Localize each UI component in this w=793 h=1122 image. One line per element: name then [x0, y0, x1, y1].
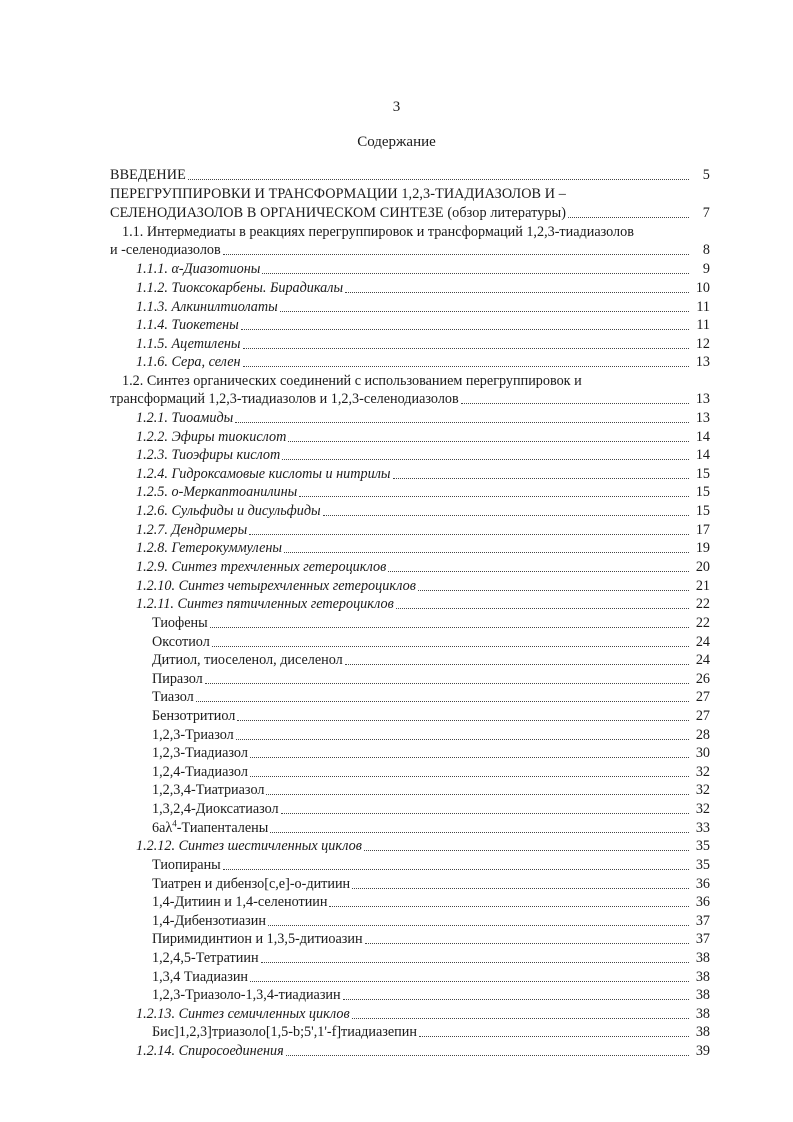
toc-entry[interactable] — [136, 298, 710, 316]
toc-entry-label: 1,2,4,5-Тетратиин — [152, 950, 259, 966]
toc-entry-label: трансформаций 1,2,3-тиадиазолов и 1,2,3-селенодиазолов — [110, 391, 459, 407]
toc-entry[interactable] — [152, 856, 710, 874]
toc-entry-label: 1.2.14. Спиросоединения — [136, 1043, 284, 1059]
toc-entry[interactable] — [152, 986, 710, 1004]
toc-entry[interactable] — [136, 260, 710, 278]
toc-page-number: 24 — [695, 634, 710, 650]
toc-entry-label: Пиримидинтион и 1,3,5-дитиоазин — [152, 931, 363, 947]
toc-page-number: 27 — [695, 689, 710, 705]
toc-entry-label: 1.1.6. Сера, селен — [136, 354, 241, 370]
toc-entry[interactable] — [152, 800, 710, 818]
toc-page-number: 36 — [695, 894, 710, 910]
toc-entry[interactable] — [136, 483, 710, 501]
toc-entry-label: 1,2,3-Триазол — [152, 727, 234, 743]
toc-page-number: 32 — [695, 764, 710, 780]
toc-entry[interactable] — [136, 446, 710, 464]
leader-dots — [210, 627, 689, 628]
toc-entry[interactable] — [136, 502, 710, 520]
toc-entry-label — [152, 819, 268, 837]
toc-entry[interactable] — [152, 949, 710, 967]
section-1-2-line1: 1.2. Синтез органических соединений с использованием перегруппировок и — [122, 373, 582, 389]
toc-page-number: 35 — [695, 838, 710, 854]
toc-page-number: 36 — [695, 876, 710, 892]
toc-page-number: 11 — [696, 299, 710, 315]
toc-entry[interactable] — [136, 465, 710, 483]
toc-entry-label: 1.1.2. Тиоксокарбены. Бирадикалы — [136, 280, 344, 296]
toc-entry-label: 1,3,2,4-Диоксатиазол — [152, 801, 279, 817]
toc-page-number: 32 — [695, 782, 710, 798]
toc-entry-label: 1.2.4. Гидроксамовые кислоты и нитрилы — [136, 466, 391, 482]
leader-dots — [205, 683, 689, 684]
toc-entry-label: 1.1.5. Ацетилены — [136, 336, 241, 352]
toc-entry[interactable] — [136, 335, 710, 353]
toc-entry-label: 1.2.10. Синтез четырехчленных гетероциклов — [136, 578, 416, 594]
toc-entry-label: 1.2.12. Синтез шестичленных циклов — [136, 838, 362, 854]
toc-entry-label: Бензотритиол — [152, 708, 236, 724]
leader-dots — [261, 962, 689, 963]
toc-entry[interactable] — [136, 539, 710, 557]
leader-dots — [396, 608, 689, 609]
toc-page-number: 11 — [696, 317, 710, 333]
leader-dots — [388, 571, 689, 572]
leader-dots — [196, 701, 689, 702]
toc-entry[interactable] — [152, 707, 710, 725]
toc-page-number: 15 — [695, 484, 710, 500]
leader-dots — [568, 217, 689, 218]
toc-page-number: 14 — [695, 429, 710, 445]
leader-dots — [281, 813, 689, 814]
toc-entry-label: и -селенодиазолов — [110, 242, 221, 258]
toc-entry-label: 1,2,3-Триазоло-1,3,4-тиадиазин — [152, 987, 341, 1003]
toc-entry-chapter1[interactable] — [110, 204, 710, 222]
toc-page-number: 15 — [695, 503, 710, 519]
toc-page-number: 38 — [695, 987, 710, 1003]
leader-dots — [419, 1036, 689, 1037]
toc-entry[interactable] — [152, 744, 710, 762]
table-of-contents — [0, 166, 793, 1066]
toc-entry[interactable] — [152, 893, 710, 911]
leader-dots — [250, 981, 689, 982]
toc-entry-label: Тиазол — [152, 689, 194, 705]
leader-dots — [268, 925, 689, 926]
toc-page-number: 5 — [702, 167, 710, 183]
toc-entry-label: ВВЕДЕНИЕ — [110, 167, 186, 183]
leader-dots — [343, 999, 689, 1000]
leader-dots — [223, 869, 689, 870]
toc-entry-label: 1.2.11. Синтез пятичленных гетероциклов — [136, 596, 394, 612]
leader-dots — [345, 292, 689, 293]
toc-entry-label: 1.2.1. Тиоамиды — [136, 410, 234, 426]
section-1-1-line1: 1.1. Интермедиаты в реакциях перегруппировок и трансформаций 1,2,3-тиадиазолов — [122, 224, 634, 240]
toc-entry[interactable] — [136, 353, 710, 371]
leader-dots — [286, 1055, 689, 1056]
toc-page-number: 27 — [695, 708, 710, 724]
toc-entry-label: Тиатрен и дибензо[с,е]-о-дитиин — [152, 876, 351, 892]
toc-entry-label: СЕЛЕНОДИАЗОЛОВ В ОРГАНИЧЕСКОМ СИНТЕЗЕ (обзор литературы) — [110, 205, 567, 221]
toc-entry[interactable] — [152, 651, 710, 669]
toc-page-number: 22 — [695, 615, 710, 631]
toc-entry-label: Дитиол, тиоселенол, диселенол — [152, 652, 343, 668]
toc-entry-label: 1.2.3. Тиоэфиры кислот — [136, 447, 281, 463]
toc-entry-intro[interactable] — [110, 166, 710, 184]
toc-page-number: 33 — [695, 820, 710, 836]
toc-page-number: 12 — [695, 336, 710, 352]
toc-entry[interactable] — [152, 670, 710, 688]
leader-dots — [352, 888, 689, 889]
toc-entry-label: 1.2.2. Эфиры тиокислот — [136, 429, 287, 445]
toc-entry[interactable] — [136, 595, 710, 613]
toc-page-number: 21 — [695, 578, 710, 594]
toc-entry-label: 1.2.5. о-Меркаптоанилины — [136, 484, 298, 500]
toc-entry-label: Пиразол — [152, 671, 203, 687]
leader-dots — [235, 422, 689, 423]
leader-dots — [262, 273, 689, 274]
leader-dots — [266, 794, 689, 795]
toc-entry[interactable] — [136, 1005, 710, 1023]
toc-entry-label: Тиопираны — [152, 857, 221, 873]
toc-page-number: 22 — [695, 596, 710, 612]
toc-entry[interactable] — [136, 1042, 710, 1060]
toc-entry[interactable] — [152, 781, 710, 799]
toc-page-number: 7 — [702, 205, 710, 221]
leader-dots — [188, 179, 689, 180]
toc-entry[interactable] — [136, 279, 710, 297]
leader-dots — [345, 664, 689, 665]
leader-dots — [418, 590, 689, 591]
toc-page-number: 19 — [695, 540, 710, 556]
toc-entry[interactable] — [152, 1023, 710, 1041]
leader-dots — [212, 646, 689, 647]
leader-dots — [250, 776, 689, 777]
toc-entry[interactable] — [136, 837, 710, 855]
page-title: Содержание — [357, 134, 436, 150]
toc-entry[interactable] — [152, 763, 710, 781]
toc-page-number: 28 — [695, 727, 710, 743]
toc-entry-label: 1.2.13. Синтез семичленных циклов — [136, 1006, 350, 1022]
toc-entry-label: 1.2.7. Дендримеры — [136, 522, 248, 538]
label-prefix: 6aλ — [152, 820, 173, 836]
chapter-title-line1: ПЕРЕГРУППИРОВКИ И ТРАНСФОРМАЦИИ 1,2,3-ТИАДИАЗОЛОВ И – — [110, 186, 566, 202]
toc-entry[interactable] — [136, 521, 710, 539]
toc-entry[interactable] — [152, 614, 710, 632]
toc-entry[interactable] — [136, 577, 710, 595]
leader-dots — [352, 1018, 689, 1019]
toc-entry[interactable] — [152, 968, 710, 986]
toc-page-number: 38 — [695, 950, 710, 966]
leader-dots — [241, 329, 689, 330]
toc-page-number: 8 — [702, 242, 710, 258]
toc-entry-label: 1,4-Дибензотиазин — [152, 913, 266, 929]
toc-entry-label: 1,3,4 Тиадиазин — [152, 969, 249, 985]
leader-dots — [393, 478, 690, 479]
toc-entry-label: 1,2,4-Тиадиазол — [152, 764, 248, 780]
toc-page-number: 37 — [695, 931, 710, 947]
toc-page-number: 30 — [695, 745, 710, 761]
toc-entry-label: 1.1.3. Алкинилтиолаты — [136, 299, 278, 315]
toc-entry[interactable] — [152, 633, 710, 651]
leader-dots — [364, 850, 689, 851]
toc-entry-section-1-2[interactable] — [110, 390, 710, 408]
toc-entry[interactable] — [152, 819, 710, 837]
toc-page-number: 9 — [702, 261, 710, 277]
toc-entry[interactable] — [136, 316, 710, 334]
leader-dots — [288, 441, 689, 442]
leader-dots — [323, 515, 689, 516]
toc-entry-label: 1.2.9. Синтез трехчленных гетероциклов — [136, 559, 387, 575]
toc-entry-label: 1,2,3,4-Тиатриазол — [152, 782, 265, 798]
toc-page-number: 38 — [695, 1024, 710, 1040]
toc-page-number: 26 — [695, 671, 710, 687]
toc-entry-label: 1,4-Дитиин и 1,4-селенотиин — [152, 894, 328, 910]
toc-entry-label: 1.1.4. Тиокетены — [136, 317, 239, 333]
toc-page-number: 10 — [695, 280, 710, 296]
leader-dots — [237, 720, 689, 721]
leader-dots — [284, 552, 689, 553]
leader-dots — [249, 534, 689, 535]
leader-dots — [282, 459, 689, 460]
leader-dots — [223, 254, 689, 255]
leader-dots — [250, 757, 689, 758]
leader-dots — [236, 739, 689, 740]
toc-entry-label: Тиофены — [152, 615, 208, 631]
superscript: 4 — [172, 818, 177, 829]
toc-entry[interactable] — [136, 558, 710, 576]
label-suffix: -Тиапенталены — [176, 820, 269, 836]
toc-entry-label: Оксотиол — [152, 634, 210, 650]
toc-entry[interactable] — [152, 726, 710, 744]
leader-dots — [329, 906, 689, 907]
toc-page-number: 13 — [695, 391, 710, 407]
leader-dots — [280, 311, 689, 312]
leader-dots — [243, 366, 689, 367]
leader-dots — [461, 403, 689, 404]
toc-entry[interactable] — [152, 912, 710, 930]
toc-page-number: 15 — [695, 466, 710, 482]
toc-page-number: 13 — [695, 410, 710, 426]
page-number: 3 — [392, 99, 401, 115]
toc-page-number: 39 — [695, 1043, 710, 1059]
toc-entry-label: Бис]1,2,3]триазоло[1,5-b;5',1'-f]тиадиазепин — [152, 1024, 417, 1040]
toc-entry[interactable] — [152, 688, 710, 706]
toc-entry-section-1-1[interactable] — [110, 241, 710, 259]
toc-page-number: 38 — [695, 1006, 710, 1022]
leader-dots — [299, 496, 689, 497]
toc-entry-label: 1.2.8. Гетерокуммулены — [136, 540, 283, 556]
toc-entry-label: 1,2,3-Тиадиазол — [152, 745, 248, 761]
toc-entry[interactable] — [152, 875, 710, 893]
toc-entry-label: 1.2.6. Сульфиды и дисульфиды — [136, 503, 321, 519]
leader-dots — [270, 832, 689, 833]
toc-page-number: 24 — [695, 652, 710, 668]
toc-page-number: 14 — [695, 447, 710, 463]
toc-entry[interactable] — [152, 930, 710, 948]
leader-dots — [243, 348, 689, 349]
toc-page-number: 17 — [695, 522, 710, 538]
toc-page-number: 32 — [695, 801, 710, 817]
toc-entry[interactable] — [136, 428, 710, 446]
toc-entry[interactable] — [136, 409, 710, 427]
toc-page-number: 35 — [695, 857, 710, 873]
toc-page-number: 13 — [695, 354, 710, 370]
toc-page-number: 20 — [695, 559, 710, 575]
toc-page-number: 37 — [695, 913, 710, 929]
toc-entry-label: 1.1.1. α-Диазотионы — [136, 261, 261, 277]
toc-page-number: 38 — [695, 969, 710, 985]
leader-dots — [365, 943, 689, 944]
